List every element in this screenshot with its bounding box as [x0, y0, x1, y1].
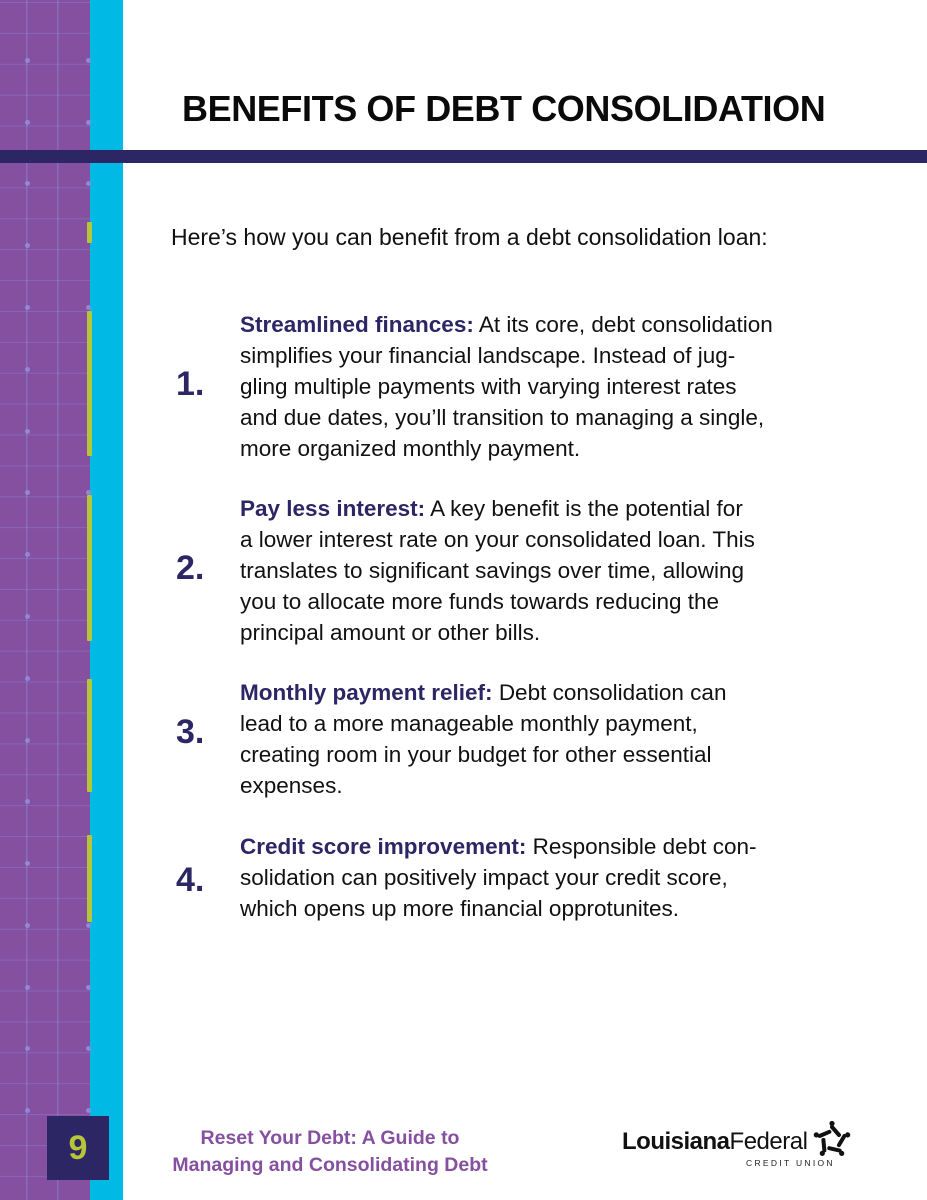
accent-bar	[87, 222, 92, 243]
page-title: BENEFITS OF DEBT CONSOLIDATION	[182, 88, 826, 129]
page-number-badge	[47, 1116, 109, 1180]
benefit-line: creating room in your budget for other essential	[240, 742, 712, 767]
benefit-number: 3.	[176, 713, 205, 751]
page-number: 9	[68, 1128, 88, 1167]
benefit-lead: Credit score improvement:	[240, 834, 527, 859]
logo-subtitle: CREDIT UNION	[746, 1158, 835, 1168]
benefit-line: Debt consolidation can	[498, 680, 727, 705]
benefit-number: 2.	[176, 549, 205, 587]
logo-word-bold: Louisiana	[622, 1128, 730, 1155]
benefit-body	[240, 677, 870, 801]
logo-word-regular: Federal	[729, 1128, 808, 1155]
benefit-line: Responsible debt con-	[532, 834, 757, 859]
benefit-line: expenses.	[240, 773, 343, 798]
header-divider	[0, 150, 927, 163]
left-grid-strip	[0, 0, 90, 1200]
benefit-number: 1.	[176, 365, 205, 403]
benefit-line: principal amount or other bills.	[240, 620, 541, 645]
left-cyan-strip	[90, 0, 123, 1200]
accent-bar	[87, 311, 92, 456]
benefit-line: At its core, debt consolidation	[478, 312, 773, 337]
benefit-body	[240, 309, 870, 464]
accent-bar	[87, 679, 92, 792]
intro-text: Here’s how you can benefit from a debt consolidation loan:	[171, 224, 768, 250]
five-person-star-icon	[812, 1120, 852, 1160]
benefit-line: gling multiple payments with varying interest rates	[240, 374, 737, 399]
benefit-line: solidation can positively impact your credit score,	[240, 865, 728, 890]
logo-wordmark	[622, 1128, 807, 1156]
benefit-number: 4.	[176, 861, 205, 899]
benefit-line: A key benefit is the potential for	[430, 496, 743, 521]
benefit-line: translates to significant savings over time, allowing	[240, 558, 744, 583]
guide-title	[150, 1125, 510, 1179]
benefit-line: a lower interest rate on your consolidated loan. This	[240, 527, 755, 552]
accent-bar	[87, 835, 92, 922]
benefit-lead: Monthly payment relief:	[240, 680, 493, 705]
benefit-body	[240, 493, 870, 648]
benefit-line: more organized monthly payment.	[240, 436, 581, 461]
benefit-lead: Streamlined finances:	[240, 312, 474, 337]
benefit-line: which opens up more financial opprotunites.	[240, 896, 680, 921]
benefit-line: simplifies your financial landscape. Instead of jug-	[240, 343, 736, 368]
benefit-line: lead to a more manageable monthly payment,	[240, 711, 698, 736]
benefit-line: and due dates, you’ll transition to managing a single,	[240, 405, 765, 430]
guide-title-line: Managing and Consolidating Debt	[172, 1154, 488, 1176]
benefit-line: you to allocate more funds towards reducing the	[240, 589, 720, 614]
benefit-lead: Pay less interest:	[240, 496, 426, 521]
benefit-body	[240, 831, 870, 924]
accent-bar	[87, 495, 92, 641]
guide-title-line: Reset Your Debt: A Guide to	[200, 1127, 460, 1149]
